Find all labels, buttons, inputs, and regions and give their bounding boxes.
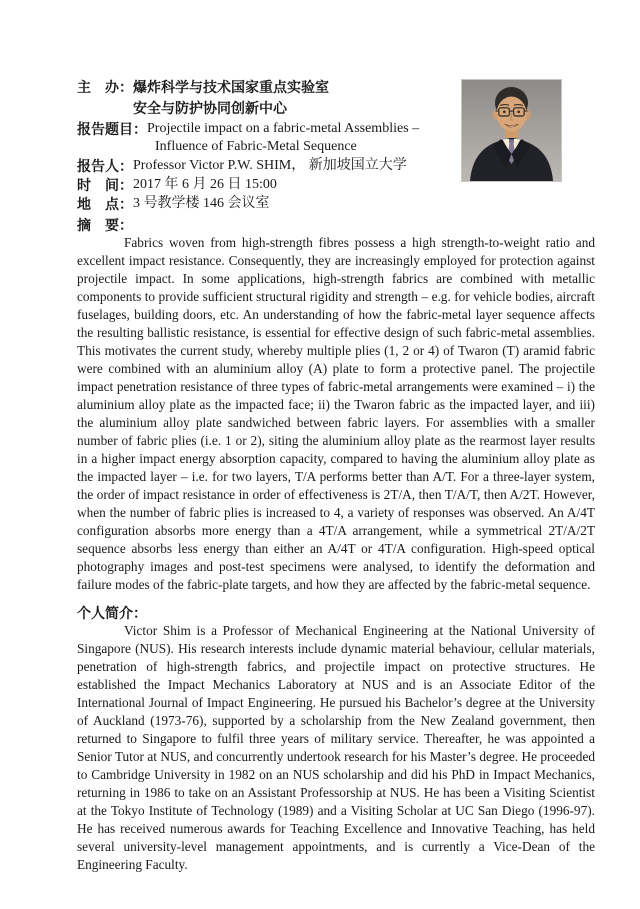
organizer-label: 主 办： <box>77 79 133 95</box>
abstract-paragraph: Fabrics woven from high-strength fibres possess a high strength-to-weight ratio and excellent impact resistance. Consequently, they are increasingly employed for protection against projectile impact. In some applications, high-strength fabrics are combined with metallic components to provide sufficient structural rigidity and strength – e.g. for vehicle bodies, aircraft fuselages, building doors, etc. An understanding of how the fabric-metal layer sequence affects the resulting ballistic resistance, is essential for effective design of such fabric-metal assemblies. This motivates the current study, whereby multiple plies (1, 2 or 4) of Twaron (T) aramid fabric were combined with an aluminium alloy (A) plate to form a protective panel. The projectile impact penetration resistance of three types of fabric-metal arrangements were examined – i) the aluminium alloy plate as the impacted face; ii) the Twaron fabric as the impacted layer, and iii) the aluminium alloy plate sandwiched between fabric layers. For assemblies with a smaller number of fabric plies (i.e. 1 or 2), siting the aluminium alloy plate as the rearmost layer results in a higher impact energy absorption capacity, compared to having the aluminium alloy plate as the impacted layer – i.e. for two layers, T/A performs better than A/T. For a three-layer system, the order of impact resistance in order of effectiveness is 2T/A, then T/A/T, then A/2T. However, when the number of fabric plies is increased to 4, a variety of responses was observed. An A/4T configuration absorbs more energy than a 4T/A arrangement, while a symmetrical 2T/A/2T sequence absorbs less energy than either an A/4T or 4T/A configuration. High-speed optical photography images and post-test specimens were analysed, to identify the deformation and failure modes of the fabric-plate targets, and how they are affected by the fabric-metal sequence. <box>77 234 595 592</box>
talk-title-label: 报告题目： <box>77 120 147 137</box>
abstract-heading: 摘 要： <box>77 216 133 233</box>
speaker-portrait-illustration <box>462 80 561 181</box>
organizer-name-line1: 爆炸科学与技术国家重点实验室 <box>133 79 329 95</box>
speaker-photo <box>461 79 562 182</box>
organizer-name-line2: 安全与防护协同创新中心 <box>133 99 287 116</box>
talk-title-line1: Projectile impact on a fabric-metal Assemblies – <box>147 120 420 136</box>
document-content <box>77 78 595 874</box>
venue-value: 3 号教学楼 146 会议室 <box>133 195 270 211</box>
time-label: 时 间： <box>77 176 133 193</box>
time-value: 2017 年 6 月 26 日 15:00 <box>133 176 277 192</box>
speaker-name: Professor Victor P.W. SHIM， 新加坡国立大学 <box>133 158 407 174</box>
talk-title-line2: Influence of Fabric-Metal Sequence <box>155 139 357 155</box>
speaker-label: 报告人： <box>77 158 133 175</box>
bio-paragraph: Victor Shim is a Professor of Mechanical Engineering at the National University of Singapore (NUS). His research interests include dynamic material behaviour, cellular materials, penetration of high-strength fabrics, and projectile impact on protective structures. He established the Impact Mechanics Laboratory at NUS and is an Associate Editor of the International Journal of Impact Engineering. He pursued his Bachelor’s degree at the University of Auckland (1973-76), supported by a scholarship from the New Zealand government, then returned to Singapore to fulfil three years of military service. Thereafter, he was appointed a Senior Tutor at NUS, and concurrently undertook research for his Master’s degree. He proceeded to Cambridge University in 1982 on an NUS scholarship and did his PhD in Impact Mechanics, returning in 1986 to take on an Assistant Professorship at NUS. He has been a Visiting Scientist at the Tokyo Institute of Technology (1989) and a Visiting Scholar at UC San Diego (1996-97). He has received numerous awards for Teaching Excellence and Innovative Teaching, has held several university-level management appointments, and is currently a Vice-Dean of the Engineering Faculty. <box>77 622 595 872</box>
venue-row <box>77 195 595 214</box>
bio-heading: 个人简介： <box>77 604 147 621</box>
venue-label: 地 点： <box>77 195 133 212</box>
